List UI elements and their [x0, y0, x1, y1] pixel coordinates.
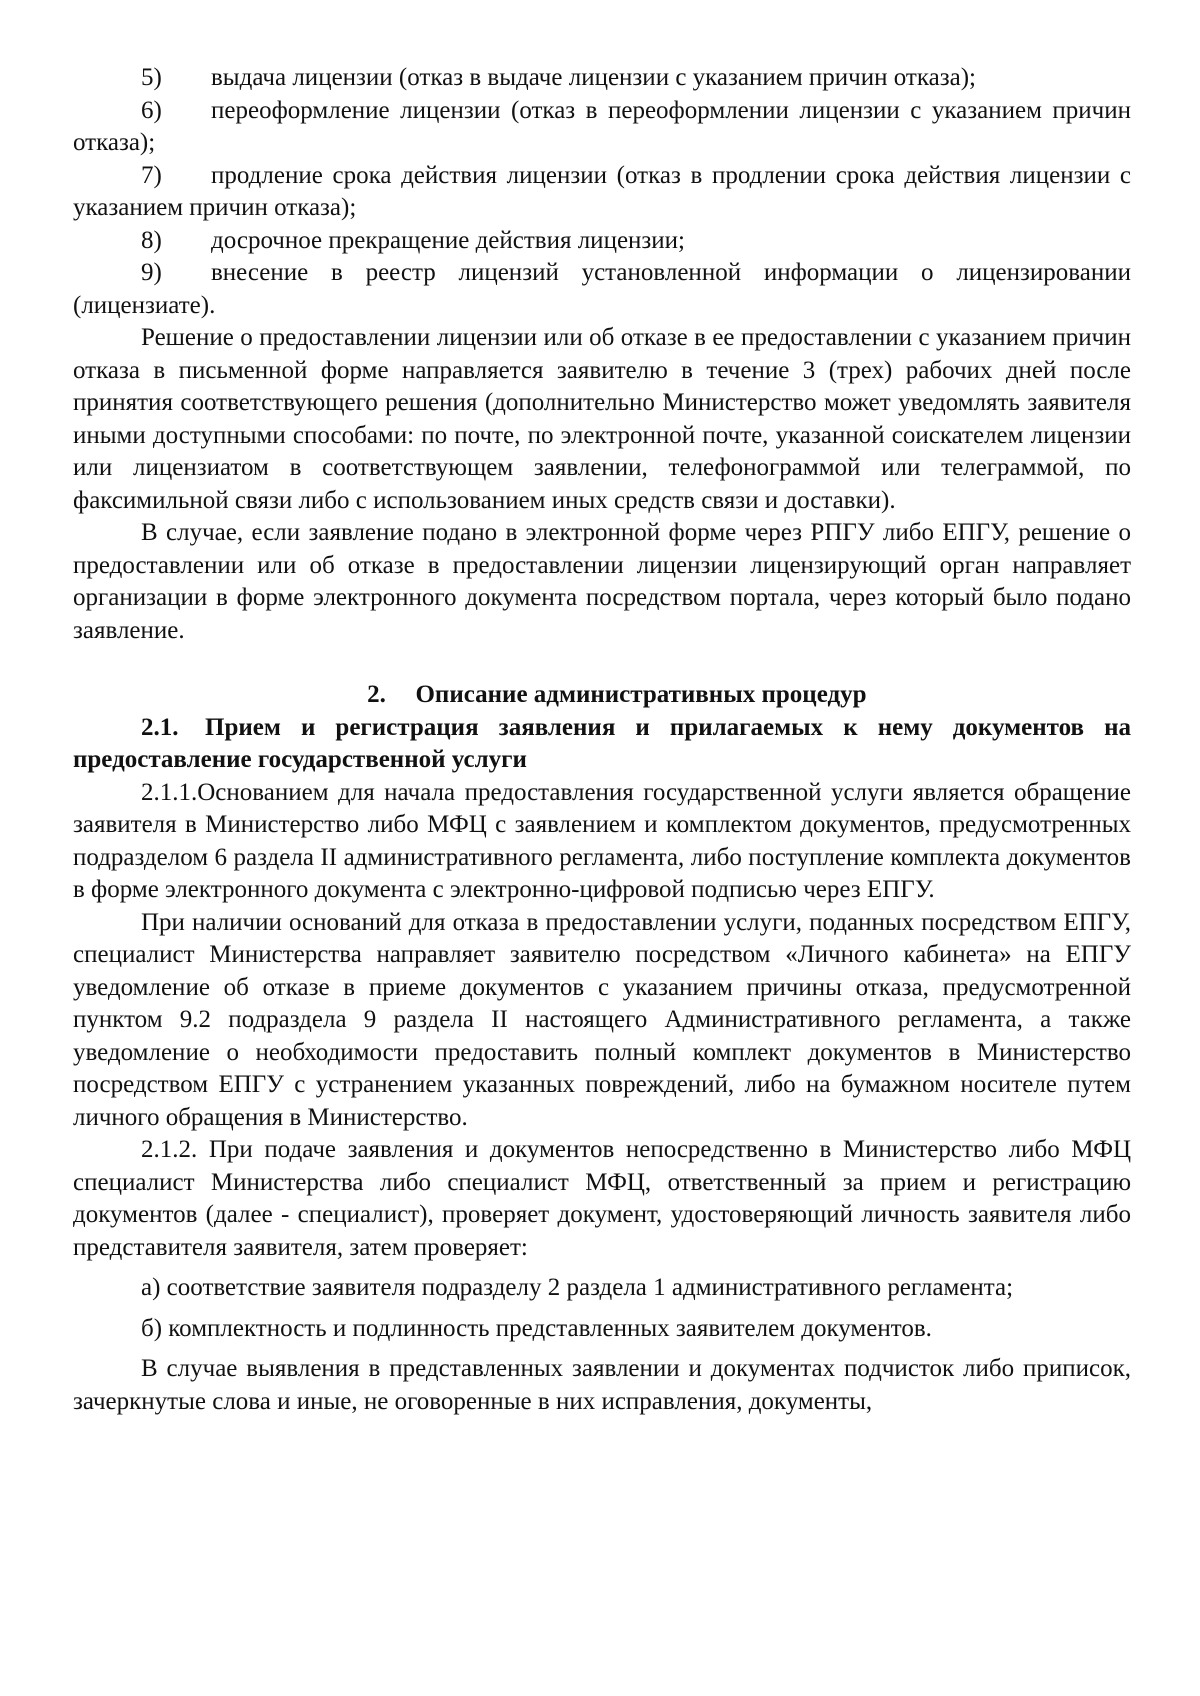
paragraph-item-b: б) комплектность и подлинность представленных заявителем документов. [141, 1314, 932, 1342]
section-title: Описание административных процедур [415, 681, 867, 708]
paragraph-erasures: В случае выявления в представленных заявлении и документах подчисток либо приписок, зачеркнутые слова и иные, не оговоренные в них исправления, документы, [73, 1355, 1131, 1415]
list-item [73, 225, 1131, 258]
list-item-text: продление срока действия лицензии (отказ в продлении срока действия лицензии с указанием причин отказа); [73, 161, 1131, 221]
list-item-text: выдача лицензии (отказ в выдаче лицензии с указанием причин отказа); [211, 64, 976, 91]
list-item [73, 95, 1131, 160]
list-item-text: досрочное прекращение действия лицензии; [211, 226, 685, 254]
document-page [73, 62, 1131, 1418]
paragraph-refusal-grounds: При наличии оснований для отказа в предоставлении услуги, поданных посредством ЕПГУ, специалист Министерства направляет заявителю посредством «Личного кабинета» на ЕПГУ уведомление об отказе в приеме документов с указанием причины отказа, предусмотренной пунктом 9.2 подраздела 9 раздела II настоящего Административного регламента, а также уведомление о необходимости предоставить полный комплект документов в Министерство посредством ЕПГУ с устранением указанных повреждений, либо на бумажном носителе путем личного обращения в Министерство. [73, 908, 1131, 1131]
list-item-number: 8) [141, 226, 162, 254]
list-item-number: 9) [141, 259, 162, 286]
paragraph-2-1-1: 2.1.1.Основанием для начала предоставления государственной услуги является обращение заявителя в Министерство либо МФЦ с заявлением и комплектом документов, предусмотренных подразделом 6 раздела II административного регламента, либо поступление комплекта документов в форме электронного документа с электронно-цифровой подписью через ЕПГУ. [73, 778, 1131, 903]
list-item [73, 62, 1131, 95]
paragraph-electronic-form: В случае, если заявление подано в электронной форме через РПГУ либо ЕПГУ, решение о предоставлении или об отказе в предоставлении лицензии лицензирующий орган направляет организации в форме электронного документа посредством портала, через который было подано заявление. [73, 519, 1131, 644]
list-item-number: 7) [141, 161, 162, 189]
list-item-text: переоформление лицензии (отказ в переоформлении лицензии с указанием причин отказа); [73, 96, 1131, 156]
paragraph-decision-notice: Решение о предоставлении лицензии или об отказе в ее предоставлении с указанием причин отказа в письменной форме направляется заявителю в течение 3 (трех) рабочих дней после принятия соответствующего решения (дополнительно Министерство может уведомлять заявителя иными доступными способами: по почте, по электронной почте, указанной соискателем лицензии или лицензиатом в соответствующем заявлении, телефонограммой или телеграммой, по факсимильной связи либо с использованием иных средств связи и доставки). [73, 324, 1131, 514]
list-item [73, 257, 1131, 322]
section-number: 2. [367, 681, 386, 708]
paragraph-item-a: а) соответствие заявителя подразделу 2 раздела 1 административного регламента; [141, 1274, 1014, 1301]
paragraph-2-1-2: 2.1.2. При подаче заявления и документов непосредственно в Министерство либо МФЦ специалист Министерства либо специалист МФЦ, ответственный за прием и регистрацию документов (далее - специалист), проверяет документ, удостоверяющий личность заявителя либо представителя заявителя, затем проверяет: [73, 1136, 1131, 1261]
list-item-text: внесение в реестр лицензий установленной информации о лицензировании (лицензиате). [73, 259, 1131, 319]
list-item-number: 5) [141, 64, 162, 91]
subsection-heading [73, 712, 1131, 777]
subsection-title: Прием и регистрация заявления и прилагаемых к нему документов на предоставление государственной услуги [73, 713, 1131, 773]
spacer [73, 647, 1131, 679]
section-heading [73, 679, 1131, 712]
list-item-number: 6) [141, 96, 162, 124]
subsection-number: 2.1. [141, 713, 179, 741]
list-item [73, 160, 1131, 225]
